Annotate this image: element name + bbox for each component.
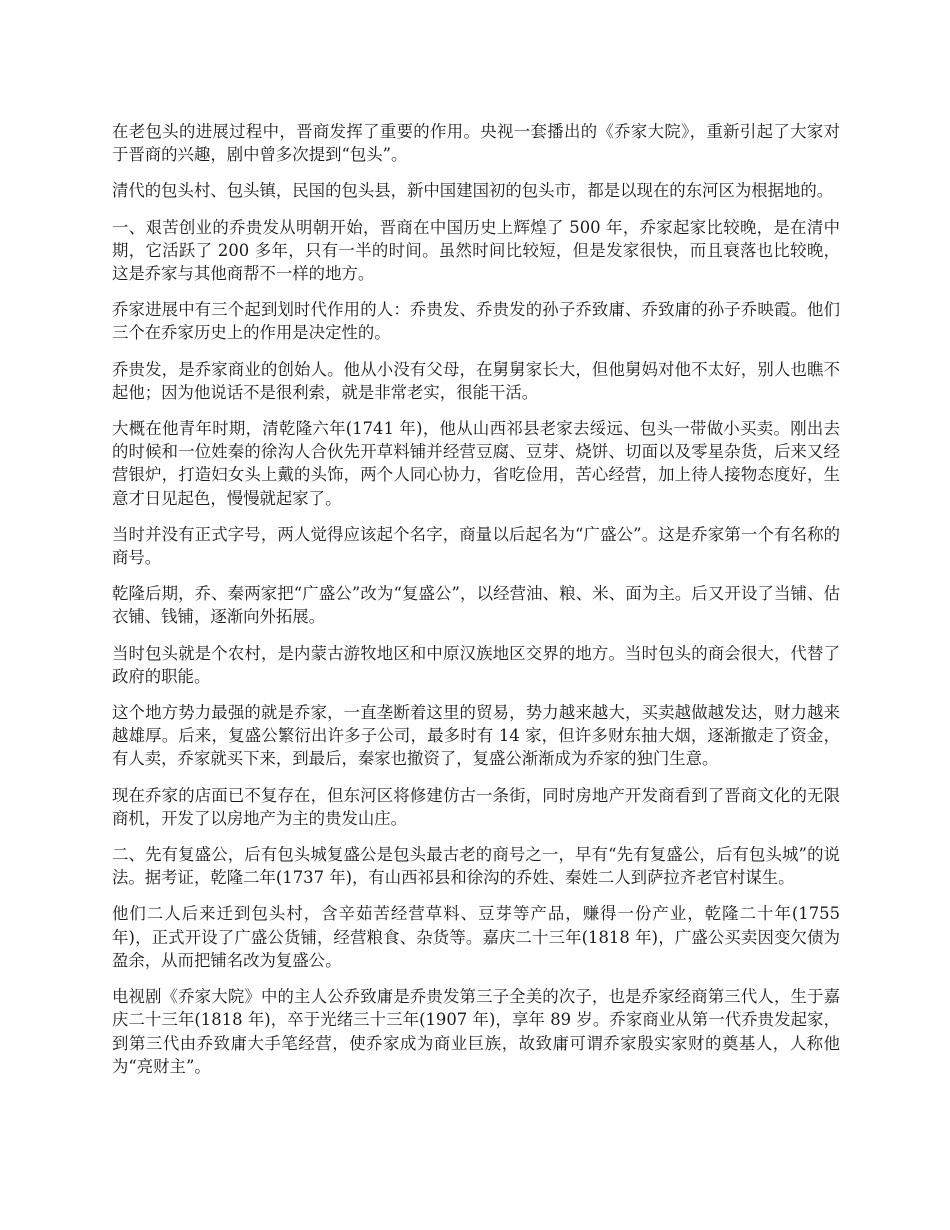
paragraph-section-two: 二、先有复盛公，后有包头城复盛公是包头最古老的商号之一，早有“先有复盛公，后有包头城”的说法。据考证，乾隆二年(1737 年)，有山西祁县和徐沟的乔姓、秦姓二人到萨拉齐老官村谋生。	[112, 845, 840, 888]
paragraph-fushenggong-rename: 乾隆后期，乔、秦两家把“广盛公”改为“复盛公”，以经营油、粮、米、面为主。后又开设了当铺、估衣铺、钱铺，逐渐向外拓展。	[112, 584, 840, 627]
paragraph-qiao-zhiyong: 电视剧《乔家大院》中的主人公乔致庸是乔贵发第三子全美的次子，也是乔家经商第三代人，生于嘉庆二十三年(1818 年)，卒于光绪三十三年(1907 年)，享年 89 岁。乔家商业从第一代乔贵发起家，到第三代由乔致庸大手笔经营，使乔家成为商业巨族，故致庸可谓乔家殷实家财的奠基人，人称他为“亮财主”。	[112, 987, 840, 1076]
paragraph-present-day: 现在乔家的店面已不复存在，但东河区将修建仿古一条街，同时房地产开发商看到了晋商文化的无限商机，开发了以房地产为主的贵发山庄。	[112, 785, 840, 828]
paragraph-guangshenggong: 当时并没有正式字号，两人觉得应该起个名字，商量以后起名为“广盛公”。这是乔家第一个有名称的商号。	[112, 524, 840, 568]
paragraph-three-key-people: 乔家进展中有三个起到划时代作用的人：乔贵发、乔贵发的孙子乔致庸、乔致庸的孙子乔映霞。他们三个在乔家历史上的作用是决定性的。	[112, 300, 840, 343]
paragraph-baotou-village: 当时包头就是个农村，是内蒙古游牧地区和中原汉族地区交界的地方。当时包头的商会很大，代替了政府的职能。	[112, 643, 840, 686]
paragraph-qiao-dominance: 这个地方势力最强的就是乔家，一直垄断着这里的贸易，势力越来越大，买卖越做越发达，财力越来越雄厚。后来，复盛公繁衍出许多子公司，最多时有 14 家，但许多财东抽大烟，逐渐撤走了资金，有人卖，乔家就买下来，到最后，秦家也撤资了，复盛公渐渐成为乔家的独门生意。	[112, 703, 840, 769]
paragraph-move-to-baotou: 他们二人后来迁到包头村，含辛茹苦经营草料、豆芽等产品，赚得一份产业，乾隆二十年(1755 年)，正式开设了广盛公货铺，经营粮食、杂货等。嘉庆二十三年(1818 年)，广盛公买卖因变欠债为盈余，从而把铺名改为复盛公。	[112, 904, 840, 970]
paragraph-early-business: 大概在他青年时期，清乾隆六年(1741 年)，他从山西祁县老家去绥远、包头一带做小买卖。刚出去的时候和一位姓秦的徐沟人合伙先开草料铺并经营豆腐、豆芽、烧饼、切面以及零星杂货，后来又经营银炉，打造妇女头上戴的头饰，两个人同心协力，省吃俭用，苦心经营，加上待人接物态度好，生意才日见起色，慢慢就起家了。	[112, 419, 840, 508]
document-page	[112, 120, 840, 1091]
paragraph-section-one: 一、艰苦创业的乔贵发从明朝开始，晋商在中国历史上辉煌了 500 年，乔家起家比较晚，是在清中期，它活跃了 200 多年，只有一半的时间。虽然时间比较短，但是发家很快，而且衰落也比较晚，这是乔家与其他商帮不一样的地方。	[112, 217, 840, 284]
paragraph-intro-jinshang: 在老包头的进展过程中，晋商发挥了重要的作用。央视一套播出的《乔家大院》，重新引起了大家对于晋商的兴趣，剧中曾多次提到“包头”。	[112, 122, 840, 165]
paragraph-qiao-guifa: 乔贵发，是乔家商业的创始人。他从小没有父母，在舅舅家长大，但他舅妈对他不太好，别人也瞧不起他；因为他说话不是很利索，就是非常老实，很能干活。	[112, 359, 840, 402]
paragraph-baotou-history: 清代的包头村、包头镇，民国的包头县，新中国建国初的包头市，都是以现在的东河区为根据地的。	[112, 181, 834, 201]
